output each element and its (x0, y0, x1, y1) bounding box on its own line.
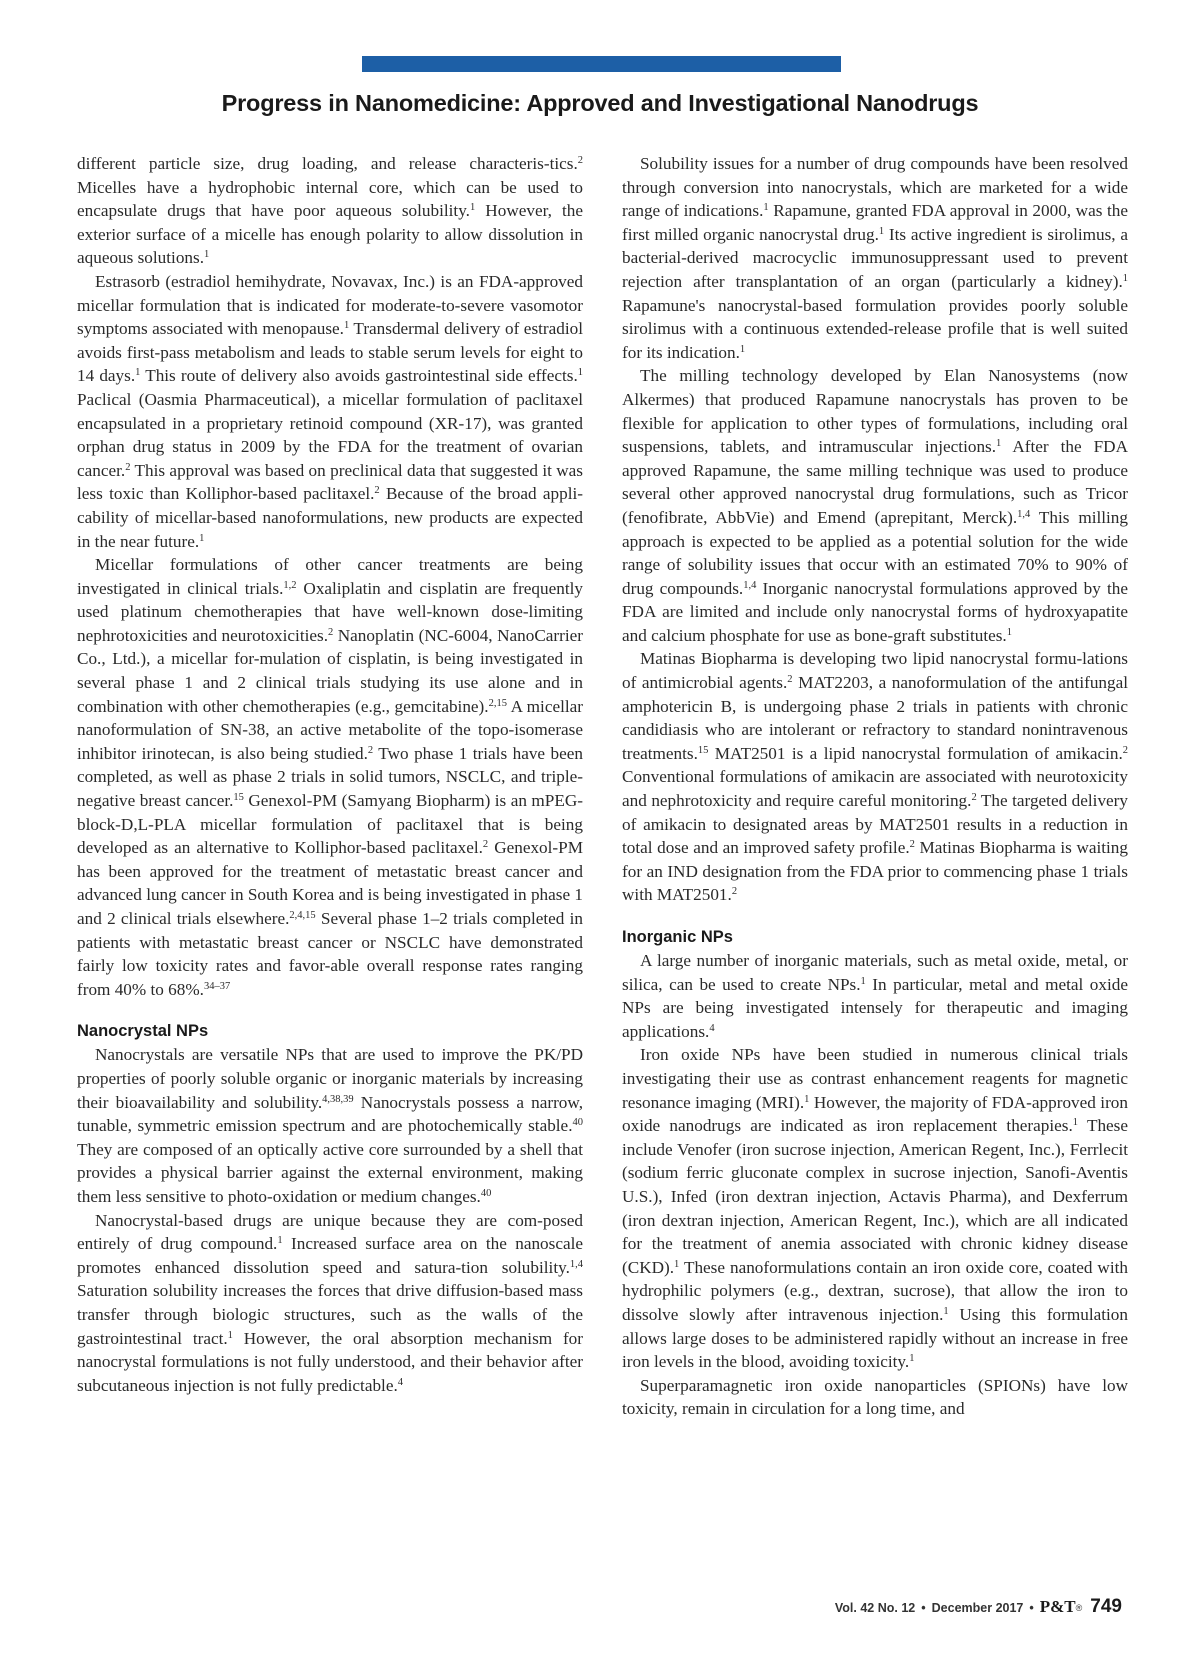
page-footer (835, 1596, 1122, 1618)
section-heading-inorganic: Inorganic NPs (622, 928, 733, 946)
paragraph: Nanocrystal-based drugs are unique because they are com-posed entirely of drug compound.$^1$ Increased surface area on the nanoscale promotes enhanced dissolution speed and satura-tion solubility.$^{1,4}$ Saturation solubility increases the forces that drive diffusion-based mass transfer through biologic structures, such as the walls of the gastrointestinal tract.$^1$ However, the oral absorption mechanism for nanocrystal formulations is not fully understood, and their behavior after subcutaneous injection is not fully predictable.$^4$ (77, 1210, 583, 1395)
footer-separator: • (921, 1601, 926, 1615)
footer-date: December 2017 (931, 1601, 1024, 1615)
footer-volume: Vol. 42 No. 12 (834, 1601, 916, 1615)
paragraph: different particle size, drug loading, and release characteris-tics.$^2$ Micelles have a hydrophobic internal core, which can be used to encapsulate drugs that have poor aqueous solubility.$^1$ However, the exterior surface of a micelle has enough polarity to allow dissolution in aqueous solutions.$^1$ (77, 154, 583, 268)
page-number: 749 (1090, 1596, 1122, 1617)
footer-registered-mark: ® (1075, 1603, 1083, 1613)
paragraph: Superparamagnetic iron oxide nanoparticles (SPIONs) have low toxicity, remain in circulation for a long time, and (622, 1375, 1128, 1419)
paragraph: Estrasorb (estradiol hemihydrate, Novavax, Inc.) is an FDA-approved micellar formulation that is indicated for moderate-to-severe vasomotor symptoms associated with menopause.$^1$ Transdermal delivery of estradiol avoids first-pass metabolism and leads to stable serum levels for eight to 14 days.$^1$ This route of delivery also avoids gastrointestinal side effects.$^1$ Paclical (Oasmia Pharmaceutical), a micellar formulation of paclitaxel encapsulated in a proprietary retinoid compound (XR-17), was granted orphan drug status in 2009 by the FDA for the treatment of ovarian cancer.$^2$ This approval was based on preclinical data that suggested it was less toxic than Kolliphor-based paclitaxel.$^2$ Because of the broad appli-cability of micellar-based nanoformulations, new products are expected in the near future.$^1$ (77, 271, 583, 551)
footer-journal: P&T (1039, 1597, 1076, 1616)
paragraph: A large number of inorganic materials, such as metal oxide, metal, or silica, can be used to create NPs.$^1$ In particular, metal and metal oxide NPs are being investigated intensely for therapeutic and imaging applications.$^4$ (622, 951, 1128, 1041)
paragraph: The milling technology developed by Elan Nanosystems (now Alkermes) that produced Rapamune nanocrystals has proven to be flexible for application to other types of formulations, including oral suspensions, tablets, and intramuscular injections.$^1$ After the FDA approved Rapamune, the same milling technique was used to produce several other approved nanocrystal drug formulations, such as Tricor (fenofibrate, AbbVie) and Emend (aprepitant, Merck).$^{1,4}$ This milling approach is expected to be applied as a potential solution for the wide range of solubility issues that occur with an estimated 70% to 90% of drug compounds.$^{1,4}$ Inorganic nanocrystal formulations approved by the FDA are limited and include only nanocrystal forms of hydroxyapatite and calcium phosphate for use as bone-graft substitutes.$^1$ (622, 366, 1128, 645)
paragraph: Solubility issues for a number of drug compounds have been resolved through conversion into nanocrystals, which are marketed for a wide range of indications.$^1$ Rapamune, granted FDA approval in 2000, was the first milled organic nanocrystal drug.$^1$ Its active ingredient is sirolimus, a bacterial-derived macrocyclic immunosuppressant used to prevent rejection after transplantation of an organ (particularly a kidney).$^1$ Rapamune's nanocrystal-based formulation provides poorly soluble sirolimus with a continuous extended-release profile that is well suited for its indication.$^1$ (622, 154, 1128, 362)
paragraph: Micellar formulations of other cancer treatments are being investigated in clinical trials.$^{1,2}$ Oxaliplatin and cisplatin are frequently used platinum chemotherapies that have well-known dose-limiting nephrotoxicities and neurotoxicities.$^2$ Nanoplatin (NC-6004, NanoCarrier Co., Ltd.), a micellar for-mulation of cisplatin, is being investigated in several phase 1 and 2 clinical trials studying its use alone and in combination with other chemotherapies (e.g., gemcitabine).$^{2,15}$ A micellar nanoformulation of SN-38, an active metabolite of the topo-isomerase inhibitor irinotecan, is also being studied.$^2$ Two phase 1 trials have been completed, as well as phase 2 trials in solid tumors, NSCLC, and triple-negative breast cancer.$^{15}$ Genexol-PM (Samyang Biopharm) is an mPEG-block-D,L-PLA micellar formulation of paclitaxel that is being developed as an alternative to Kolliphor-based paclitaxel.$^2$ Genexol-PM has been approved for the treatment of metastatic breast cancer and advanced lung cancer in South Korea and is being investigated in phase 1 and 2 clinical trials elsewhere.$^{2,4,15}$ Several phase 1–2 trials completed in patients with metastatic breast cancer or NSCLC have demonstrated fairly low toxicity rates and favor-able overall response rates ranging from 40% to 68%.$^{34-37}$ (77, 555, 584, 999)
section-heading-nanocrystal: Nanocrystal NPs (77, 1022, 209, 1041)
paragraph: Iron oxide NPs have been studied in numerous clinical trials investigating their use as contrast enhancement reagents for magnetic resonance imaging (MRI).$^1$ However, the majority of FDA-approved iron oxide nanodrugs are indicated as iron replacement therapies.$^1$ These include Venofer (iron sucrose injection, American Regent, Inc.), Ferrlecit (sodium ferric gluconate complex in sucrose injection, Sanofi-Aventis U.S.), Infed (iron dextran injection, Actavis Pharma), and Dexferrum (iron dextran injection, American Regent, Inc.), which are all indicated for the treatment of anemia associated with chronic kidney disease (CKD).$^1$ These nanoformulations contain an iron oxide core, coated with hydrophilic polymers (e.g., dextran, sucrose), that allow the iron to dissolve slowly after intravenous injection.$^1$ Using this formulation allows large doses to be administered rapidly without an increase in free iron levels in the blood, avoiding toxicity.$^1$ (622, 1045, 1129, 1372)
paragraph: Matinas Biopharma is developing two lipid nanocrystal formu-lations of antimicrobial agents.$^2$ MAT2203, a nanoformulation of the antifungal amphotericin B, is undergoing phase 2 trials in patients with chronic candidiasis who are intolerant or refractory to standard nonintravenous treatments.$^{15}$ MAT2501 is a lipid nanocrystal formulation of amikacin.$^2$ Conventional formulations of amikacin are associated with neurotoxicity and nephrotoxicity and require careful monitoring.$^2$ The targeted delivery of amikacin to designated areas by MAT2501 results in a reduction in total dose and an improved safety profile.$^2$ Matinas Biopharma is waiting for an IND designation from the FDA prior to commencing phase 1 trials with MAT2501.$^2$ (622, 649, 1128, 905)
left-column (77, 152, 583, 1397)
paragraph: Nanocrystals are versatile NPs that are used to improve the PK/PD properties of poorly soluble organic or inorganic materials by increasing their bioavailability and solubility.$^{4,38,39}$ Nanocrystals possess a narrow, tunable, symmetric emission spectrum and are photochemically stable.$^{40}$ They are composed of an optically active core surrounded by a shell that provides a physical barrier against the external environment, making them less sensitive to photo-oxidation or medium changes.$^{40}$ (77, 1045, 583, 1206)
header-accent-bar (362, 56, 841, 72)
page-title: Progress in Nanomedicine: Approved and Investigational Nanodrugs (221, 90, 979, 116)
right-column (622, 152, 1128, 1421)
footer-separator: • (1029, 1601, 1034, 1615)
